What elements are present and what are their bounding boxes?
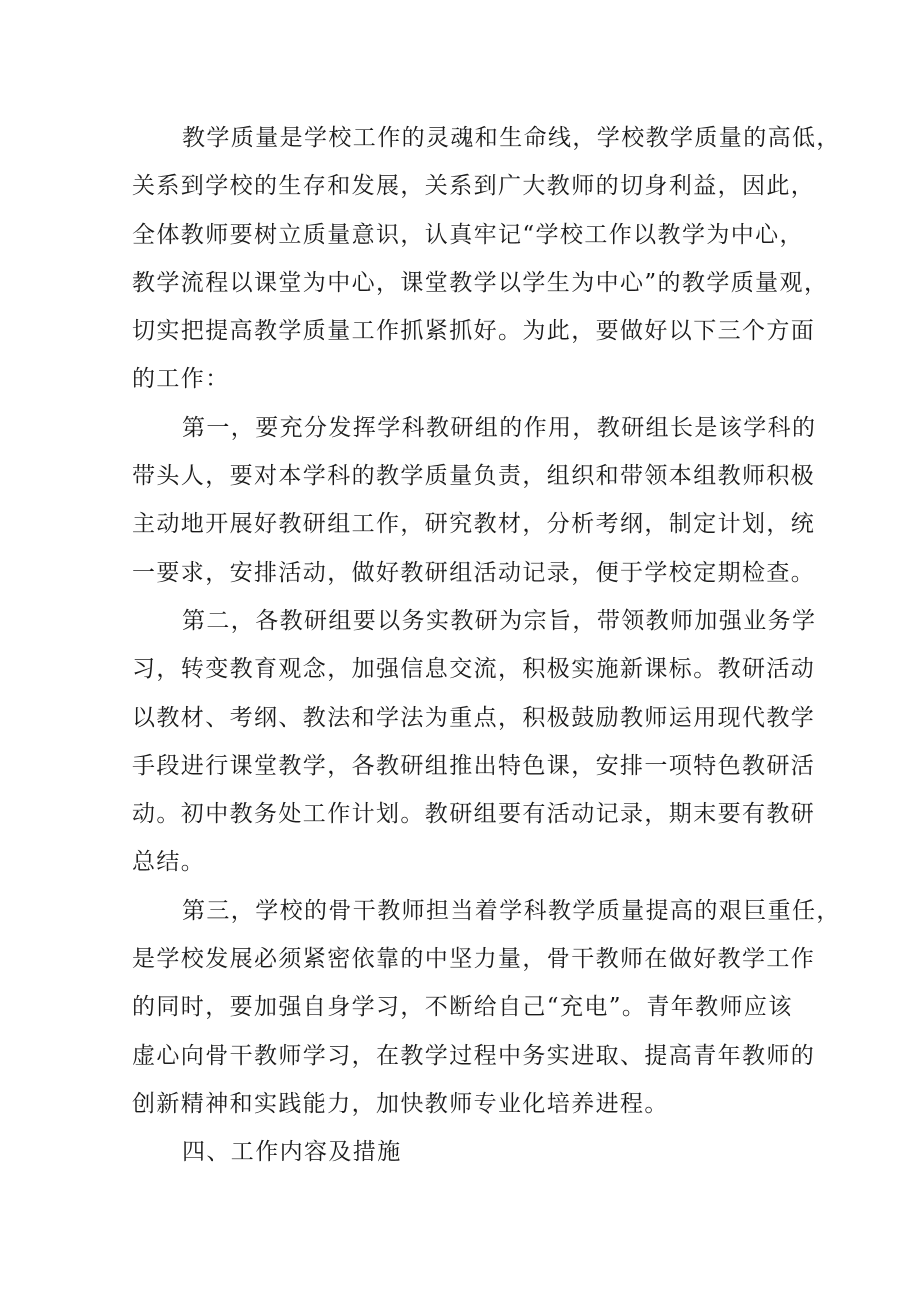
paragraph-line: 以教材、考纲、教法和学法为重点，积极鼓励教师运用现代教学 [132, 704, 816, 731]
paragraph-line: 的工作： [132, 366, 230, 393]
paragraph-line: 全体教师要树立质量意识，认真牢记“学校工作以教学为中心， [132, 221, 804, 248]
paragraph-line: 教学质量是学校工作的灵魂和生命线，学校教学质量的高低， [182, 125, 841, 151]
paragraph-line: 主动地开展好教研组工作，研究教材，分析考纲，制定计划，统 [132, 511, 816, 538]
document-body [132, 114, 841, 1177]
paragraph-line: 切实把提高教学质量工作抓紧抓好。为此，要做好以下三个方面 [132, 318, 816, 345]
paragraph-line: 一要求，安排活动，做好教研组活动记录，便于学校定期检查。 [132, 559, 816, 586]
paragraph-line: 虚心向骨干教师学习，在教学过程中务实进取、提高青年教师的 [132, 1042, 816, 1069]
paragraph-line: 的同时，要加强自身学习，不断给自己“充电”。青年教师应该 [132, 994, 793, 1021]
paragraph-line: 第一，要充分发挥学科教研组的作用，教研组长是该学科的 [182, 414, 817, 441]
paragraph-line: 动。初中教务处工作计划。教研组要有活动记录，期末要有教研 [132, 801, 816, 828]
paragraph-line: 带头人，要对本学科的教学质量负责，组织和带领本组教师积极 [132, 463, 816, 490]
section-heading: 四、工作内容及措施 [182, 1139, 402, 1166]
paragraph-quality-intro [132, 114, 841, 404]
paragraph-line: 手段进行课堂教学，各教研组推出特色课，安排一项特色教研活 [132, 752, 816, 779]
paragraph-line: 教学流程以课堂为中心，课堂教学以学生为中心”的教学质量观， [132, 269, 829, 296]
paragraph-line: 总结。 [132, 849, 206, 876]
paragraph-line: 关系到学校的生存和发展，关系到广大教师的切身利益，因此， [132, 173, 816, 200]
section-heading-work-content [132, 1128, 796, 1176]
paragraph-line: 是学校发展必须紧密依靠的中坚力量，骨干教师在做好教学工作 [132, 946, 816, 973]
paragraph-line: 第三，学校的骨干教师担当着学科教学质量提高的艰巨重任， [182, 897, 841, 924]
paragraph-third-point [132, 887, 841, 1128]
paragraph-line: 第二，各教研组要以务实教研为宗旨，带领教师加强业务学 [182, 607, 817, 634]
paragraph-second-point [132, 597, 817, 887]
paragraph-first-point [132, 404, 817, 597]
paragraph-line: 习，转变教育观念，加强信息交流，积极实施新课标。教研活动 [132, 656, 816, 683]
paragraph-line: 创新精神和实践能力，加快教师专业化培养进程。 [132, 1090, 669, 1117]
